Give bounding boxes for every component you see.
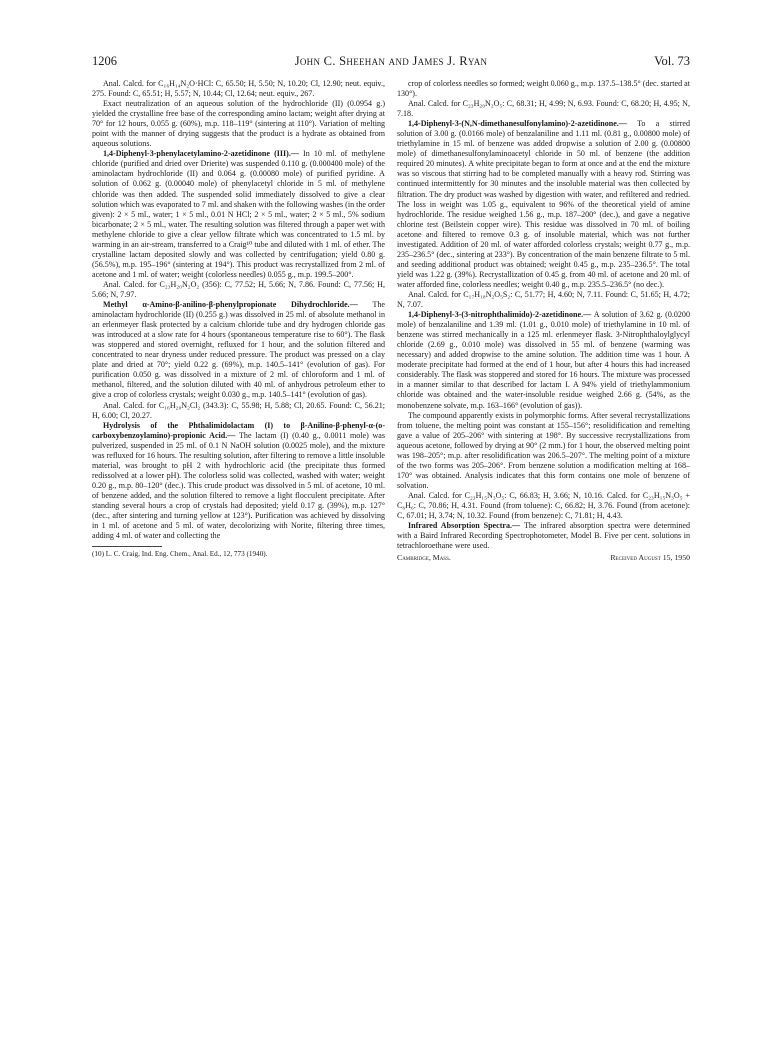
paragraph [397, 119, 690, 290]
section-heading: 1,4-Diphenyl-3-(N,N-dimethanesulfonylamino)-2-azetidinone.— [408, 119, 638, 129]
paragraph-text: Anal. Calcd. for C₂₃H₁₅N₃O₅: C, 66.83; H, 3.66; N, 10.16. Calcd. for C₂₃H₁₅N₃O₅ + C₆H₆: C, 70.86; H, 4.31. Found (from toluene): C, 66.82; H, 3.76. Found (from acetone): C, 67.01; H, 3.74; N, 10.32. Found (from benzene): C, 71.81; H, 4.43. [397, 490, 690, 521]
section-heading: Infrared Absorption Spectra.— [408, 521, 524, 531]
paragraph-text: Anal. Calcd. for C₁₇H₁₈N₂O₅S₂: C, 51.77; H, 4.60; N, 7.11. Found: C, 51.65; H, 4.72; N, 7.07. [397, 289, 690, 310]
paragraph-text: The lactam (I) (0.40 g., 0.0011 mole) was pulverized, suspended in 25 ml. of 0.1 N NaOH solution (0.0025 mole), and the mixture was refluxed for 16 hours. The resulting solution, after filtering to remove a little insoluble material, was brought to pH 2 with hydrochloric acid (the precipitate thus formed redissolved at a lower pH). The colorless solid was collected, washed with water; weight 0.20 g., m.p. 80–120° (dec.). This crude product was dissolved in 5 ml. of acetone, 10 ml. of benzene added, and the solution filtered to remove a light flocculent precipitate. After standing several hours a crop of crystals had deposited; yield 0.17 g. (39%), m.p. 127° (dec., after sintering and turning yellow at 123°). Purification was achieved by dissolving in 1 ml. of acetone and 5 ml. of water, decolorizing with Norite, filtering three times, adding 4 ml. of water and collecting the [92, 430, 385, 541]
paragraph-text: Anal. Calcd. for C₂₃H₂₀N₂O₅: C, 68.31; H, 4.99; N, 6.93. Found: C, 68.20; H, 4.95; N, 7.18. [397, 99, 690, 119]
paragraph [92, 99, 385, 149]
running-head-authors: John C. Sheehan and James J. Ryan [294, 54, 488, 68]
volume-label: Vol. 73 [654, 54, 690, 68]
paragraph-text: The aminolactam hydrochloride (II) (0.255 g.) was dissolved in 25 ml. of absolute methanol in an erlenmeyer flask protected by a calcium chloride tube and dry hydrogen chloride gas was introduced at a slow rate for 4 hours (spontaneous temperature rise to 60°). The flask was stoppered and stored overnight, refluxed for 1 hour, and the solution filtered and concentrated to near dryness under reduced pressure. The product was pressed on a clay plate and dried at 70°; yield 0.22 g. (69%), m.p. 140.5–141° (evolution of gas). For purification 0.050 g. was dissolved in a mixture of 2 ml. of chloroform and 1 ml. of methanol, filtered, and the solution diluted with 40 ml. of anhydrous petroleum ether to give a crop of colorless crystals; weight 0.030 g., m.p. 140.5–141° (evolution of gas). [92, 300, 385, 400]
paragraph [397, 491, 690, 521]
section-heading: 1,4-Diphenyl-3-phenylacetylamino-2-azetidinone (III).— [103, 149, 304, 159]
section-heading: 1,4-Diphenyl-3-(3-nitrophthalimido)-2-azetidinone.— [408, 310, 594, 320]
page-header [92, 54, 690, 70]
paragraph-text: Anal. Calcd. for C₂₃H₂₀N₂O₂ (356): C, 77.52; H, 5.66; N, 7.86. Found: C, 77.56; H, 5.66; N, 7.97. [92, 279, 385, 299]
paragraph [92, 300, 385, 400]
paragraph-text: In 10 ml. of methylene chloride (purified and dried over Drierite) was suspended 0.110 g. (0.000400 mole) of the aminolactam hydrochloride (II) and 0.064 g. (0.00080 mole) of purified pyridine. A solution of 0.062 g. (0.00040 mole) of phenylacetyl chloride in 5 ml. of methylene chloride was then added. The suspended solid immediately dissolved to give a clear solution which was evaporated to 7 ml. and shaken with the following washes (in the order given): 2 × 5 ml., water; 1 × 5 ml., 0.01 N HCl; 2 × 5 ml., water; 2 × 5 ml., 5% sodium bicarbonate; 2 × 5 ml., water. The resulting solution was filtered through a paper wet with methylene chloride to give a clear yellow filtrate which was concentrated to 1.5 ml. by warming in an air-stream, transferred to a Craig¹⁰ tube and diluted with 1 ml. of ether. The crystalline lactam deposited slowly and was collected by centrifugation; yield 0.80 g. (56.5%), m.p. 195–196° (sintering at 194°). This product was recrystallized from 2 ml. of acetone and 1 ml. of water; weight (colorless needles) 0.055 g., m.p. 199.5–200°. [92, 149, 385, 279]
paragraph-text: The infrared absorption spectra were determined with a Baird Infrared Recording Spectrophotometer, Model B. Five per cent. solutions in tetrachloroethane were used. [397, 521, 690, 551]
paragraph [397, 521, 690, 551]
page-number: 1206 [92, 54, 117, 68]
paragraph [397, 411, 690, 491]
paragraph [397, 79, 690, 99]
paragraph-text: A solution of 3.62 g. (0.0200 mole) of benzalaniline and 1.39 ml. (1.01 g., 0.010 mole) of triethylamine in 10 ml. of benzene was stirred mechanically in a 125 ml. erlenmeyer flask. 3-Nitrophthaloylglycyl chloride (2.69 g., 0.010 mole) was dissolved in 55 ml. of benzene (warming was necessary) and added dropwise to the amine solution. The addition time was 1 hour. A moderate precipitate had formed at the end of 1 hour, but after 4 hours this had increased considerably. The flask was stoppered and stored for 16 hours. The mixture was processed in a manner similar to that described for lactam I. A 94% yield of triethylammonium chloride was obtained and the water-insoluble residue weighed 2.66 g. (54%, as the monobenzene solvate, m.p. 163–166° (evolution of gas)). [397, 310, 690, 410]
paragraph [92, 280, 385, 300]
left-column [92, 79, 385, 559]
paragraph [92, 401, 385, 421]
footnote-rule [92, 546, 162, 547]
paragraph-text: Exact neutralization of an aqueous solution of the hydrochloride (II) (0.0954 g.) yielded the crystalline free base of the corresponding amino lactam; weight after drying at 70° for 12 hours, 0.055 g. (60%), m.p. 118–119° (sintering at 110°). Variation of melting point with the manner of drying suggests that the product is a hydrate as obtained from aqueous solutions. [92, 99, 385, 149]
paragraph [397, 290, 690, 310]
paragraph-text: The compound apparently exists in polymorphic forms. After several recrystallizations from toluene, the melting point was constant at 155–156°; resolidification and remelting gave a value of 205–206° with sintering at 198°. By successive recrystallizations from aqueous acetone, followed by drying at 90° (2 mm.) for 1 hour, the observed melting point was 198–205°; m.p. after resolidification was 206.5–207°. The melting point of a mixture of the two forms was 205–206°. From benzene solution a modification melting at 168–170° was obtained. Analysis indicates that this form contains one mole of benzene of solvation. [397, 410, 690, 490]
signature-line [397, 553, 690, 563]
paragraph-text: crop of colorless needles so formed; weight 0.060 g., m.p. 137.5–138.5° (dec. started at 130°). [397, 79, 690, 99]
paragraph [92, 79, 385, 99]
paragraph [92, 149, 385, 280]
footnote: (10) L. C. Craig, Ind. Eng. Chem., Anal. Ed., 12, 773 (1940). [92, 550, 268, 559]
received-date: Received August 15, 1950 [610, 553, 690, 563]
paragraph [397, 99, 690, 119]
section-heading: Hydrolysis of the Phthalimidolactam (I) to β-Anilino-β-phenyl-α-(o-carboxybenzoylamino)-propionic Acid.— [92, 420, 385, 440]
section-heading: Methyl α-Amino-β-anilino-β-phenylpropionate Dihydrochloride.— [103, 300, 373, 310]
place-label: Cambridge, Mass. [397, 553, 451, 563]
paragraph-text: To a stirred solution of 3.00 g. (0.0166 mole) of benzalaniline and 1.11 ml. (0.81 g., 0.00800 mole) of triethylamine in 15 ml. of benzene was added dropwise a solution of 2.00 g. (0.00800 mole) of dimethanesulfonylaminoacetyl chloride in 50 ml. of benzene (the addition required 20 minutes). A white precipitate began to form at once and at the end the mixture was so viscous that stirring had to be completed manually with a heavy rod. Stirring was continued intermittently for 30 minutes and the insoluble material was then collected by filtration. The dry product was washed by digestion with water, and refiltered and redried. The loss in weight was 1.05 g., equivalent to 96% of the theoretical yield of amine hydrochloride. The residue weighed 1.56 g., m.p. 187–200° (dec.), and gave a negative chlorine test (Beilstein copper wire). This residue was dissolved in 70 ml. of boiling acetone and filtered to remove 0.3 g. of insoluble material, which was not further investigated. Addition of 20 ml. of water afforded colorless crystals; weight 0.77 g., m.p. 235–236.5° (dec., sintering at 233°). By concentration of the main benzene filtrate to 5 ml. and seeding additional product was obtained; weight 0.45 g., m.p. 235–236.5°. The total yield was 1.22 g. (39%). Recrystallization of 0.45 g. from 40 ml. of acetone and 20 ml. of water afforded fine, colorless needles; weight 0.40 g., m.p. 235.5–236.5° (no dec.). [397, 119, 691, 289]
paragraph [92, 421, 385, 542]
paragraph-text: Anal. Calcd. for C₁₆H₂₀N₂Cl₂ (343.3): C, 55.98; H, 5.88; Cl, 20.65. Found: C, 56.21; H, 6.00; Cl, 20.27. [92, 400, 385, 420]
right-column [397, 79, 690, 563]
paragraph [397, 310, 690, 410]
paragraph-text: Anal. Calcd. for C₁₆H₁₄N₂O·HCl: C, 65.50; H, 5.50; N, 10.20; Cl, 12.90; neut. equiv., 275. Found: C, 65.51; H, 5.57; N, 10.44; Cl, 12.64; neut. equiv., 267. [92, 79, 385, 99]
